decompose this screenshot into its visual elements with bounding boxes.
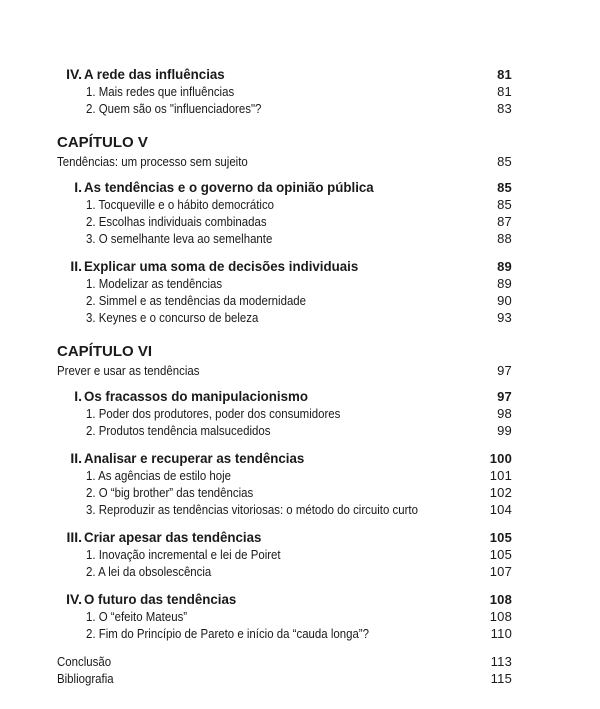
page-number: 108 xyxy=(489,609,512,624)
toc-sub-entry xyxy=(0,422,600,439)
table-of-contents xyxy=(0,66,600,687)
toc-sub-entry xyxy=(0,83,600,100)
toc-sub-entry xyxy=(0,213,600,230)
entry-title: 3. Keynes e o concurso de beleza xyxy=(86,310,259,325)
page-number: 98 xyxy=(497,406,512,421)
entry-title: Criar apesar das tendências xyxy=(84,529,262,545)
toc-sub-entry xyxy=(0,230,600,247)
toc-back-entry xyxy=(0,670,600,687)
entry-title: 3. O semelhante leva ao semelhante xyxy=(86,231,273,246)
entry-title: Bibliografia xyxy=(57,671,114,686)
page-number: 101 xyxy=(489,468,512,483)
entry-title: Explicar uma soma de decisões individuais xyxy=(84,258,359,274)
page-number: 107 xyxy=(489,564,512,579)
toc-sub-entry xyxy=(0,501,600,518)
section-numeral: II. xyxy=(70,258,82,274)
page-number: 100 xyxy=(489,451,512,466)
entry-title: As tendências e o governo da opinião pública xyxy=(84,179,374,195)
entry-title: 2. Escolhas individuais combinadas xyxy=(86,214,267,229)
toc-section-entry xyxy=(0,450,600,467)
entry-title: Tendências: um processo sem sujeito xyxy=(57,154,248,169)
entry-title: 1. Mais redes que influências xyxy=(86,84,235,99)
entry-title: 1. Poder dos produtores, poder dos consumidores xyxy=(86,406,341,421)
entry-title: 1. Tocqueville e o hábito democrático xyxy=(86,197,275,212)
page-number: 108 xyxy=(489,592,512,607)
entry-title: 1. O “efeito Mateus” xyxy=(86,609,188,624)
page-number: 99 xyxy=(497,423,512,438)
entry-title: 1. As agências de estilo hoje xyxy=(86,468,232,483)
page-number: 83 xyxy=(497,101,512,116)
page-number: 102 xyxy=(489,485,512,500)
entry-title: Analisar e recuperar as tendências xyxy=(84,450,305,466)
entry-title: CAPÍTULO VI xyxy=(57,343,153,360)
toc-sub-entry xyxy=(0,563,600,580)
page-number: 105 xyxy=(489,530,512,545)
section-numeral: I. xyxy=(74,388,82,404)
page-number: 115 xyxy=(490,671,512,686)
page-number: 97 xyxy=(497,389,512,404)
page-number: 85 xyxy=(497,197,512,212)
page-number: 85 xyxy=(497,154,512,169)
toc-chaptitle-entry xyxy=(0,153,600,170)
toc-sub-entry xyxy=(0,608,600,625)
entry-title: 2. O “big brother” das tendências xyxy=(86,485,254,500)
entry-title: 1. Inovação incremental e lei de Poiret xyxy=(86,547,281,562)
page-number: 105 xyxy=(489,547,512,562)
toc-section-entry xyxy=(0,388,600,405)
section-numeral: III. xyxy=(66,529,82,545)
toc-sub-entry xyxy=(0,467,600,484)
toc-section-entry xyxy=(0,529,600,546)
page-number: 81 xyxy=(497,84,512,99)
entry-title: 2. Fim do Princípio de Pareto e início da “cauda longa”? xyxy=(86,626,369,641)
toc-section-entry xyxy=(0,179,600,196)
entry-title: O futuro das tendências xyxy=(84,591,237,607)
toc-sub-entry xyxy=(0,292,600,309)
toc-section-entry xyxy=(0,258,600,275)
toc-sub-entry xyxy=(0,196,600,213)
page-number: 90 xyxy=(497,293,512,308)
entry-title: Prever e usar as tendências xyxy=(57,363,200,378)
entry-title: 3. Reproduzir as tendências vitoriosas: o método do circuito curto xyxy=(86,502,418,517)
entry-title: CAPÍTULO V xyxy=(57,134,148,151)
page-number: 110 xyxy=(490,626,512,641)
page-number: 81 xyxy=(497,67,512,82)
entry-title: A rede das influências xyxy=(84,66,225,82)
page-number: 89 xyxy=(497,276,512,291)
entry-title: 2. Produtos tendência malsucedidos xyxy=(86,423,271,438)
entry-title: Conclusão xyxy=(57,654,112,669)
toc-section-entry xyxy=(0,66,600,83)
toc-section-entry xyxy=(0,591,600,608)
toc-sub-entry xyxy=(0,625,600,642)
section-numeral: I. xyxy=(74,179,82,195)
toc-back-entry xyxy=(0,653,600,670)
toc-sub-entry xyxy=(0,546,600,563)
toc-sub-entry xyxy=(0,309,600,326)
page-number: 88 xyxy=(497,231,512,246)
toc-chapter-entry xyxy=(0,133,600,153)
toc-chapter-entry xyxy=(0,342,600,362)
page-number: 97 xyxy=(497,363,512,378)
toc-chaptitle-entry xyxy=(0,362,600,379)
entry-title: 2. A lei da obsolescência xyxy=(86,564,212,579)
section-numeral: II. xyxy=(70,450,82,466)
section-numeral: IV. xyxy=(66,591,82,607)
toc-sub-entry xyxy=(0,405,600,422)
entry-title: Os fracassos do manipulacionismo xyxy=(84,388,308,404)
entry-title: 2. Simmel e as tendências da modernidade xyxy=(86,293,307,308)
page-number: 104 xyxy=(489,502,512,517)
page-number: 87 xyxy=(497,214,512,229)
page-number: 89 xyxy=(497,259,512,274)
toc-sub-entry xyxy=(0,100,600,117)
page-number: 85 xyxy=(497,180,512,195)
section-numeral: IV. xyxy=(66,66,82,82)
page-number: 93 xyxy=(497,310,512,325)
entry-title: 1. Modelizar as tendências xyxy=(86,276,223,291)
entry-title: 2. Quem são os "influenciadores"? xyxy=(86,101,262,116)
toc-sub-entry xyxy=(0,484,600,501)
toc-sub-entry xyxy=(0,275,600,292)
page-number: 113 xyxy=(490,654,512,669)
